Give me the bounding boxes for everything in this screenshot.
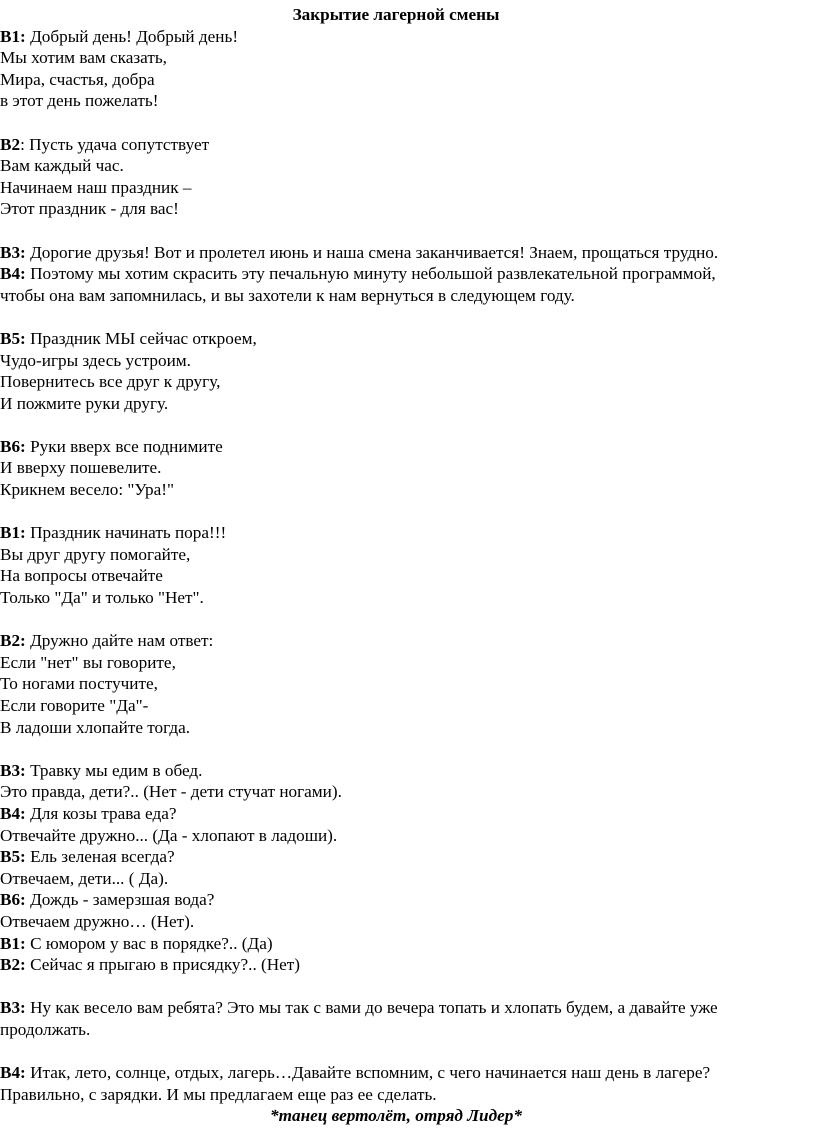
text-line <box>0 587 792 609</box>
text-line <box>0 457 792 479</box>
line-text: Только "Да" и только "Нет". <box>0 588 204 608</box>
stanza <box>0 630 792 738</box>
line-text: Начинаем наш праздник – <box>0 177 192 197</box>
line-text: С юмором у вас в порядке?.. (Да) <box>25 933 273 953</box>
stanza-gap <box>0 414 792 436</box>
text-line <box>0 177 792 199</box>
speaker-line <box>0 1062 792 1084</box>
text-line <box>0 371 792 393</box>
line-text: Этот праздник - для вас! <box>0 199 179 219</box>
stanza <box>0 242 792 307</box>
stanza-gap <box>0 1041 792 1063</box>
text-line <box>0 47 792 69</box>
speaker-label: В3: <box>0 760 26 780</box>
speaker-label: В1: <box>0 26 26 46</box>
line-text: Чудо-игры здесь устроим. <box>0 350 191 370</box>
stanza <box>0 997 792 1040</box>
text-line <box>0 781 792 803</box>
speaker-line <box>0 26 792 48</box>
stanza-gap <box>0 501 792 523</box>
line-text: чтобы она вам запомнилась, и вы захотели к нам вернуться в следующем году. <box>0 285 575 305</box>
stage-direction: *танец вертолёт, отряд Лидер* <box>270 1106 522 1126</box>
line-text: Для козы трава еда? <box>25 803 177 823</box>
line-text: Отвечаем дружно… (Нет). <box>0 911 195 931</box>
speaker-label: В5: <box>0 847 26 867</box>
speaker-label: В1: <box>0 933 26 953</box>
speaker-line <box>0 263 792 285</box>
line-text: продолжать. <box>0 1019 91 1039</box>
stanza-gap <box>0 609 792 631</box>
text-line <box>0 198 792 220</box>
line-text: Итак, лето, солнце, отдых, лагерь…Давайте вспомним, с чего начинается наш день в лагере? <box>25 1063 711 1083</box>
speaker-label: В4: <box>0 264 26 284</box>
line-text: Вы друг другу помогайте, <box>0 544 191 564</box>
line-text: То ногами постучите, <box>0 674 158 694</box>
text-line <box>0 652 792 674</box>
speaker-label: В1: <box>0 523 26 543</box>
speaker-label: В2: <box>0 955 26 975</box>
line-text: На вопросы отвечайте <box>0 566 163 586</box>
speaker-label: В4: <box>0 803 26 823</box>
text-line <box>0 1084 792 1106</box>
stanza <box>0 760 792 976</box>
text-line <box>0 1019 792 1041</box>
text-line <box>0 350 792 372</box>
speaker-line <box>0 134 792 156</box>
line-text: Если говорите "Да"- <box>0 696 149 715</box>
stanza-gap <box>0 738 792 760</box>
speaker-line <box>0 630 792 652</box>
speaker-line <box>0 242 792 264</box>
stanza <box>0 328 792 414</box>
line-text: Поэтому мы хотим скрасить эту печальную минуту небольшой развлекательной программой, <box>25 264 716 284</box>
line-text: Ну как весело вам ребята? Это мы так с вами до вечера топать и хлопать будем, а давайте уже <box>25 998 718 1018</box>
speaker-line <box>0 933 792 955</box>
line-text: Мы хотим вам сказать, <box>0 48 167 68</box>
document-title: Закрытие лагерной смены <box>292 5 500 24</box>
text-line <box>0 393 792 415</box>
text-line <box>0 911 792 933</box>
speaker-line <box>0 997 792 1019</box>
text-line <box>0 695 792 717</box>
line-text: Отвечайте дружно... (Да - хлопают в ладоши). <box>0 825 338 845</box>
speaker-label: В2 <box>0 134 21 154</box>
line-text: Правильно, с зарядки. И мы предлагаем еще раз ее сделать. <box>0 1084 437 1104</box>
line-text: Дождь - замерзшая вода? <box>25 890 215 910</box>
text-line <box>0 479 792 501</box>
line-text: И вверху пошевелите. <box>0 458 162 478</box>
line-text: в этот день пожелать! <box>0 91 159 111</box>
text-line <box>0 673 792 695</box>
text-line <box>0 285 792 307</box>
line-text: Руки вверх все поднимите <box>25 436 223 456</box>
line-text: Ель зеленая всегда? <box>25 847 175 867</box>
line-text: Травку мы едим в обед. <box>25 760 203 780</box>
speaker-line <box>0 436 792 458</box>
speaker-label: В6: <box>0 890 26 910</box>
speaker-line <box>0 328 792 350</box>
line-text: Добрый день! Добрый день! <box>25 26 239 46</box>
speaker-label: В2: <box>0 631 26 651</box>
speaker-line <box>0 760 792 782</box>
line-text: Сейчас я прыгаю в присядку?.. (Нет) <box>25 955 301 975</box>
stanza <box>0 134 792 220</box>
speaker-line <box>0 954 792 976</box>
text-line <box>0 155 792 177</box>
stanza-gap <box>0 306 792 328</box>
line-text: Праздник начинать пора!!! <box>25 523 227 543</box>
speaker-label: В6: <box>0 436 26 456</box>
speaker-label: В4: <box>0 1063 26 1083</box>
speaker-label: В3: <box>0 242 26 262</box>
text-line <box>0 825 792 847</box>
script-body <box>0 26 792 1106</box>
line-text: Отвечаем, дети... ( Да). <box>0 868 169 888</box>
speaker-line <box>0 803 792 825</box>
speaker-label: В5: <box>0 328 26 348</box>
stanza <box>0 26 792 112</box>
speaker-line <box>0 846 792 868</box>
stanza <box>0 436 792 501</box>
speaker-line <box>0 522 792 544</box>
line-text: В ладоши хлопайте тогда. <box>0 717 191 737</box>
line-text: Если "нет" вы говорите, <box>0 652 176 672</box>
line-text: Праздник МЫ сейчас откроем, <box>25 328 257 348</box>
line-text: Повернитесь все друг к другу, <box>0 372 221 392</box>
line-text: Вам каждый час. <box>0 156 124 176</box>
text-line <box>0 544 792 566</box>
line-text: Крикнем весело: "Ура!" <box>0 480 175 500</box>
line-text: Это правда, дети?.. (Нет - дети стучат ногами). <box>0 782 342 802</box>
text-line <box>0 868 792 890</box>
text-line <box>0 90 792 112</box>
stanza-gap <box>0 976 792 998</box>
line-text: Дорогие друзья! Вот и пролетел июнь и наша смена заканчивается! Знаем, прощаться трудно. <box>25 242 719 262</box>
line-text: Дружно дайте нам ответ: <box>25 631 214 651</box>
stanza <box>0 1062 792 1105</box>
stanza-gap <box>0 112 792 134</box>
text-line <box>0 717 792 739</box>
line-text: И пожмите руки другу. <box>0 393 169 413</box>
text-line <box>0 565 792 587</box>
text-line <box>0 69 792 91</box>
line-text: : Пусть удача сопутствует <box>20 134 210 154</box>
stanza-gap <box>0 220 792 242</box>
speaker-label: В3: <box>0 998 26 1018</box>
stanza <box>0 522 792 608</box>
speaker-line <box>0 889 792 911</box>
line-text: Мира, счастья, добра <box>0 69 155 89</box>
